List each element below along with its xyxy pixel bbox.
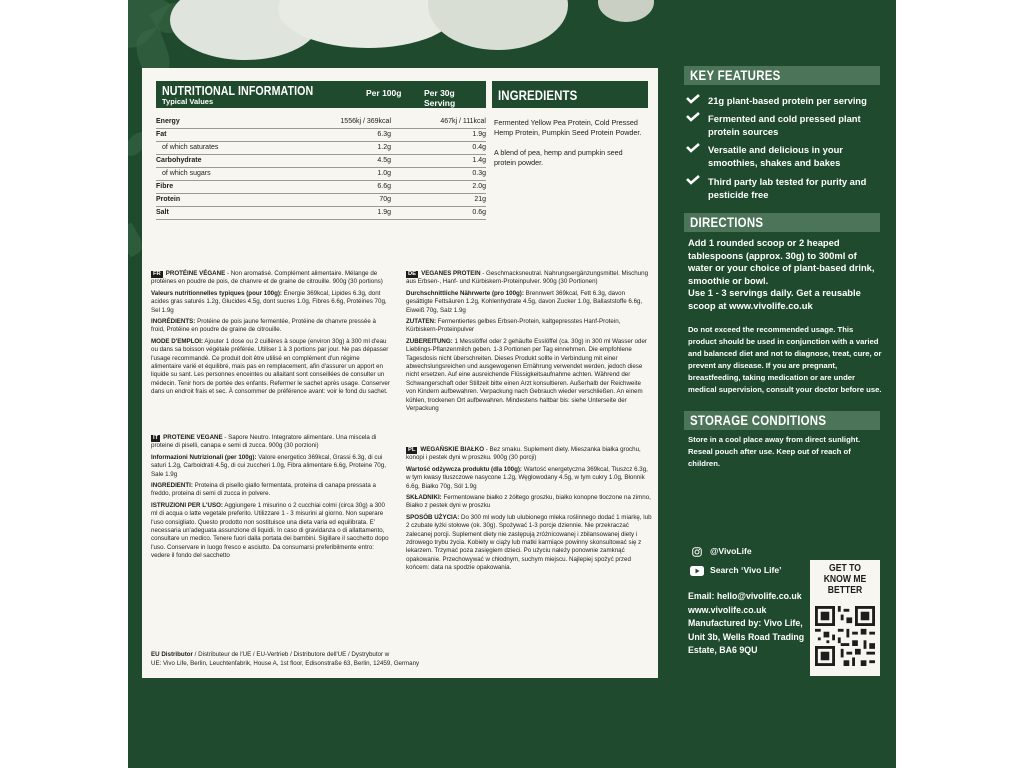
instagram-handle[interactable] (690, 546, 752, 557)
nutrition-row (156, 181, 486, 194)
qr-title: GET TO KNOW ME BETTER (823, 562, 867, 596)
qr-code-icon[interactable] (815, 606, 875, 666)
nutrient-name: of which sugars (162, 170, 211, 177)
ingredients-text: Proteina di pisello giallo fermentata, proteina di canapa pressata a freddo, proteina di semi di zucca in polvere. (151, 482, 376, 498)
nutrition-subtitle: Typical Values (162, 97, 214, 106)
directions-text: Add 1 rounded scoop or 2 heaped tablespoons (approx. 30g) to 300ml of water or your choice of plant-based drink, smoothie or bowl. (688, 237, 875, 286)
nutrition-title: NUTRITIONAL INFORMATION (162, 83, 314, 98)
key-features-title: KEY FEATURES (690, 67, 781, 83)
nutrition-table (156, 81, 486, 220)
ingredients-label: INGREDIENTI: (151, 482, 193, 490)
ingredients-label: INGRÉDIENTS: (151, 318, 196, 326)
youtube-text: Search ‘Vivo Life’ (710, 565, 782, 575)
ingredients-text: Fermentowane białko z żółtego groszku, białko konopne tłoczone na zimno, Białko z pestek dyni w proszku (406, 494, 651, 510)
italian-section (151, 434, 391, 564)
language-tag: DE (408, 271, 417, 277)
german-section (406, 270, 652, 417)
packaging-canvas (128, 0, 896, 768)
ingredients-text: Protéine de pois jaune fermentée, Protéine de chanvre pressée à froid, Protéine en poudre de graine de citrouille. (151, 318, 376, 334)
nutrient-name: Carbohydrate (156, 157, 202, 164)
seed-decoration (598, 0, 654, 22)
nutrition-row (156, 194, 486, 207)
feature-text: Third party lab tested for purity and pesticide free (708, 176, 867, 200)
language-tag: IT (153, 435, 159, 441)
nutrient-name: Fat (156, 131, 167, 138)
youtube-icon (690, 566, 704, 576)
directions-title: DIRECTIONS (690, 214, 764, 230)
website-link[interactable]: www.vivolife.co.uk (688, 604, 767, 615)
nutrition-label: Valeurs nutritionnelles typiques (pour 100g): (151, 289, 282, 297)
email-link[interactable]: Email: hello@vivolife.co.uk (688, 591, 802, 601)
value-per-100g: 1.2g (377, 144, 391, 151)
nutrient-name: Salt (156, 209, 169, 216)
distributor-label-translations: / Distributeur de l'UE / EU-Vertrieb / Distributore dell'UE / Dystrybutor w (192, 651, 390, 658)
directions-label: ZUBEREITUNG: (406, 337, 453, 345)
ingredients-text: Fermentiertes gelbes Erbsen-Protein, kaltgepresstes Hanf-Protein, Kürbiskern-Proteinpulver (406, 318, 621, 334)
product-name: VEGANES PROTEIN (421, 270, 481, 277)
nutrition-row (156, 168, 486, 181)
feature-text: Versatile and delicious in your smoothies, shakes and bakes (708, 144, 843, 168)
french-section (151, 270, 391, 400)
language-tag: FR (153, 271, 161, 277)
directions-label: SPOSÓB UŻYCIA: (406, 513, 460, 521)
key-features-header (684, 66, 880, 85)
storage-title: STORAGE CONDITIONS (690, 412, 827, 428)
value-per-100g: 1.9g (377, 209, 391, 216)
directions-text: Ajouter 1 dose ou 2 cuillères à soupe (environ 30g) à 300 ml d'eau ou dans sa boisson végétale préférée. Utiliser 1 à 3 portions par jour. Ne pas dépasser l'usage recommandé. Ce produit doit être utilisé en complément d'un régime alimentaire varié et équilibré, mais pas en remplacement, afin d'assurer un apport en liquide su sant. Les personnes enceintes ou allaitant sont conseillées de consulter un médecin. Tenir hors de portée des enfants. Refermer le sachet après usage. Conserver dans un endroit frais et sec. À consommer de préférence avant: voir le fond du sachet. (151, 337, 390, 396)
product-name: PROTÉINE VÉGANE (165, 270, 226, 277)
product-description: - Geschmacksneutral. Nahrungsergänzungsmittel. Mischung aus Erbsen-, Hanf- und Kürbiskern-Proteinpulver. 900g (30 Portionen) (406, 270, 649, 286)
value-per-100g: 1556kj / 369kcal (340, 118, 391, 125)
ingredients-label: SKŁADNIKI: (406, 494, 442, 502)
check-icon (686, 143, 700, 153)
nutrition-header (156, 81, 486, 108)
value-per-100g: 6.3g (377, 131, 391, 138)
value-per-100g: 6.6g (377, 183, 391, 190)
manufacturer-address: Manufactured by: Vivo Life, Unit 3b, Wells Road Trading Estate, BA6 9QU (688, 618, 805, 655)
nutrient-name: Fibre (156, 183, 174, 190)
instagram-text: @VivoLife (710, 546, 752, 556)
product-description: - Bez smaku. Suplement diety. Mieszanka białka grochu, konopi i pestek dyni w proszku. 900g (30 porcji) (406, 446, 641, 462)
value-per-serving: 0.3g (472, 170, 486, 177)
product-description: - Non aromatisé. Complément alimentaire. Mélange de protéines en poudre de pois, de chanvre et de graine de citrouille. 900g (30 portions) (151, 270, 383, 286)
ingredients-title: INGREDIENTS (498, 87, 578, 103)
instagram-icon (690, 547, 704, 557)
ingredients-label: ZUTATEN: (406, 318, 437, 326)
storage-text: Store in a cool place away from direct sunlight. Reseal pouch after use. Keep out of reach of children. (688, 435, 861, 468)
value-per-100g: 70g (379, 196, 391, 203)
usage-warning: Do not exceed the recommended usage. This product should be used in conjunction with a varied and balanced diet and not to diagnose, treat, cure, or prevent any disease. If you are pregnant, breastfeeding, taking medication or are under medical supervision, consult your doctor before use. (688, 325, 882, 394)
nutrient-name: of which saturates (162, 144, 219, 151)
nutrition-label: Informazioni Nutrizionali (per 100g): (151, 453, 257, 461)
value-per-serving: 1.4g (472, 157, 486, 164)
check-icon (686, 112, 700, 122)
qr-code-box (810, 560, 880, 676)
label-panel (142, 68, 658, 678)
nutrition-text: Wartość energetyczna 369kcal, Tłuszcz 6.3g, w tym kwasy tłuszczowe nasycone 1.2g, Węglowodany 4.5g, w tym cukry 1.0g, Błonnik 6.6g, Białko 70g, Sól 1.9g (406, 465, 648, 490)
polish-section (406, 446, 652, 576)
youtube-search[interactable] (690, 565, 782, 576)
nutrition-row (156, 155, 486, 168)
ingredients-header (492, 81, 648, 108)
nutrition-row (156, 116, 486, 129)
value-per-serving: 1.9g (472, 131, 486, 138)
value-per-100g: 4.5g (377, 157, 391, 164)
distributor-label: EU Distributor (151, 651, 193, 658)
directions-text: 1 Messlöffel oder 2 gehäufte Esslöffel (ca. 30g) in 300 ml Wasser oder Lieblings-Pflanzenmilch geben. 1-3 Portionen per Tag einnehmen. Die empfohlene Tagesdosis nicht überschreiten. Dieses Produkt sollte in Verbindung mit einer abwechslungsreichen und ausgewogenen Ernährung verwendet werden, jedoch diese nicht ersetzen. Auf eine ausreichende Flüssigkeitsaufnahme achten. Während der Schwangerschaft oder Stillzeit bitte einen Arzt konsultieren. Außerhalb der Reichweite von Kindern aufbewahren. Verpackung nach Gebrauch wieder verschließen. An einem kühlen, trockenen Ort aufbewahren. Mindestens haltbar bis: siehe Unterseite der Verpackung (406, 337, 647, 413)
directions-text: Aggiungere 1 misurino o 2 cucchiai colmi (circa 30g) a 300 ml di acqua o latte vegetale preferito. Utilizzare 1 - 3 misurini al giorno. Non superare l'uso consigliato. Questo prodotto non sostituisce una dieta varia ed equilibrata. E' necessaria un'adeguata assunzione di liquidi. In caso di gravidanza o di allattamento, consultare un medico. Tenere fuori dalla portata dei bambini. Sigillare il sacchetto dopo l'uso. Conservare in luogo fresco e asciutto. Da consumarsi preferibilmente entro: vedere il fondo del sacchetto (151, 501, 389, 560)
nutrition-text: Valore energetico 369kcal, Grassi 6.3g, di cui saturi 1.2g, Carboidrati 4.5g, di cui zuccheri 1.0g, Fibra alimentare 6.6g, Proteine 70g, Sale 1.9g (151, 453, 386, 478)
nutrition-row (156, 129, 486, 142)
value-per-serving: 467kj / 111kcal (440, 118, 486, 125)
distributor-address: UE: Vivo Life, Berlin, Leuchtenfabrik, House A, 1st floor, Edisonstraße 63, Berlin, 12459, Germany (151, 660, 420, 667)
value-per-serving: 0.4g (472, 144, 486, 151)
ingredients-panel (492, 81, 648, 168)
value-per-serving: 21g (474, 196, 486, 203)
check-icon (686, 94, 700, 104)
seed-decoration (428, 0, 568, 50)
nutrition-label: Durchschnittliche Nährwerte (pro 100g): (406, 289, 524, 297)
directions-label: MODE D'EMPLOI: (151, 337, 204, 345)
nutrient-name: Protein (156, 196, 181, 203)
language-tag: PL (408, 447, 416, 453)
nutrition-text: Énergie 369kcal, Lipides 6.3g, dont acides gras saturés 1.2g, Glucides 4.5g, dont sucres 1.0g, Fibres 6.6g, Protéines 70g, Sel 1.9g (151, 289, 387, 314)
contact-block (688, 590, 808, 658)
directions-text: Do 300 ml wody lub ulubionego mleka roślinnego dodać 1 miarkę, lub 2 czubate łyżki stołowe (ok. 30g). Spożywać 1-3 porcje dziennie. Nie przekraczać zalecanej porcji. Suplement diety nie zastępują zróżnicowanej i zbilansowanej diety i zdrowego trybu życia. Kobiety w ciąży lub matki karmiące powinny skonsultować się z lekarzem. Trzymać poza zasięgiem dzieci. Po użyciu należy ponownie zamknąć opakowanie. Przechowywać w chłodnym, suchym miejscu. Najlepiej spożyć przed końcem: data na spodzie opakowania. (406, 513, 652, 572)
nutrition-label: Wartość odżywcza produktu (dla 100g): (406, 465, 522, 473)
feature-text: Fermented and cold pressed plant protein sources (708, 113, 861, 137)
nutrition-row (156, 207, 486, 220)
value-per-serving: 0.6g (472, 209, 486, 216)
value-per-serving: 2.0g (472, 183, 486, 190)
nutrition-row (156, 142, 486, 155)
feature-text: 21g plant-based protein per serving (708, 95, 867, 106)
ingredients-list: Fermented Yellow Pea Protein, Cold Pressed Hemp Protein, Pumpkin Seed Protein Powder. (494, 118, 642, 137)
ingredients-blend: A blend of pea, hemp and pumpkin seed protein powder. (494, 148, 623, 167)
column-header-per-serving: Per 30g Serving (424, 88, 456, 108)
directions-header (684, 213, 880, 232)
eu-distributor (151, 650, 571, 668)
right-column (682, 0, 892, 768)
product-name: PROTEINE VEGANE (163, 434, 223, 441)
nutrition-text: Brennwert 369kcal, Fett 6.3g, davon gesättigte Fettsäuren 1.2g, Kohlenhydrate 4.5g, davon Zucker 1.0g, Ballaststoffe 6.6g, Eiweiß 70g, Salz 1.9g (406, 289, 643, 314)
storage-header (684, 411, 880, 430)
servings-text: Use 1 - 3 servings daily. Get a reusable scoop at www.vivolife.co.uk (688, 287, 861, 311)
value-per-100g: 1.0g (377, 170, 391, 177)
product-name: WEGAŃSKIE BIAŁKO (420, 446, 485, 453)
column-header-per-100g: Per 100g (366, 88, 402, 98)
nutrient-name: Energy (156, 118, 180, 125)
directions-label: ISTRUZIONI PER L'USO: (151, 501, 223, 509)
check-icon (686, 175, 700, 185)
product-description: - Sapore Neutro. Integratore alimentare. Una miscela di proteine di piselli, canapa e semi di zucca. 900g (30 porzioni) (151, 434, 377, 450)
